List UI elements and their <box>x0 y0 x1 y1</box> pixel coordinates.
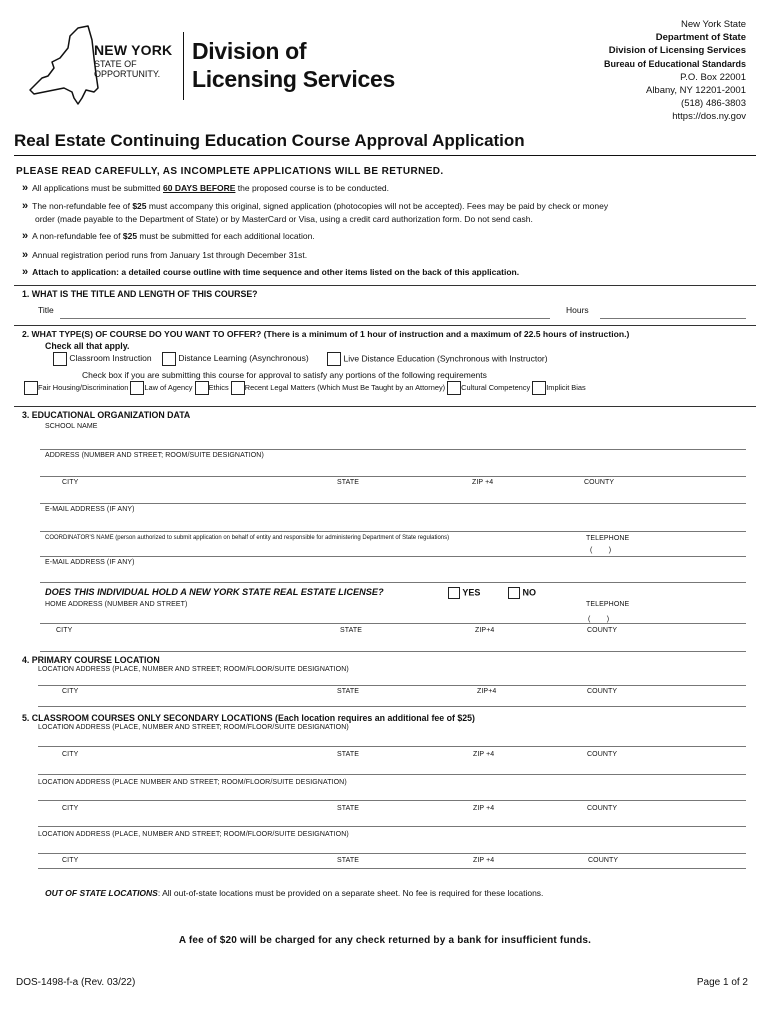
s4-state-label: STATE <box>337 688 360 695</box>
implicit-bias-label: Implicit Bias <box>546 382 586 392</box>
s5-city1-label: CITY <box>62 751 79 758</box>
s3-school-name-label: SCHOOL NAME <box>45 423 98 430</box>
s4-city-field[interactable] <box>38 706 746 707</box>
addr-website: https://dos.ny.gov <box>672 111 746 123</box>
s4-city-label: CITY <box>62 688 79 695</box>
s5-county2-label: COUNTY <box>587 805 618 812</box>
s5-location3-label: LOCATION ADDRESS (PLACE, NUMBER AND STREET; ROOM/FLOOR/SUITE DESIGNATION) <box>38 831 349 838</box>
s3-email2-label: E-MAIL ADDRESS (IF ANY) <box>45 559 135 566</box>
s3-email2-field[interactable] <box>40 582 746 583</box>
s5-location1-label: LOCATION ADDRESS (PLACE, NUMBER AND STREET; ROOM/FLOOR/SUITE DESIGNATION) <box>38 724 349 731</box>
s5-zip1-label: ZIP +4 <box>473 751 495 758</box>
form-id: DOS-1498-f-a (Rev. 03/22) <box>16 977 136 988</box>
s3-telephone-label: TELEPHONE <box>586 535 630 542</box>
s5-state1-label: STATE <box>337 751 360 758</box>
s4-zip-label: ZIP+4 <box>477 688 497 695</box>
live-distance-label: Live Distance Education (Synchronous with Instructor) <box>343 353 548 364</box>
page-number: Page 1 of 2 <box>696 977 748 988</box>
s3-email-label: E-MAIL ADDRESS (IF ANY) <box>45 506 135 513</box>
logo-state-of: STATE OF <box>94 59 137 69</box>
addr-city: Albany, NY 12201-2001 <box>645 85 746 97</box>
legal-matters-label: Recent Legal Matters (Which Must Be Taught by an Attorney) <box>244 382 446 392</box>
s3-address-field[interactable] <box>40 476 746 477</box>
s1-hours-field[interactable] <box>600 318 746 319</box>
s3-county-label: COUNTY <box>584 479 615 486</box>
classroom-label: Classroom Instruction <box>69 353 152 364</box>
logo-opportunity: OPPORTUNITY. <box>94 69 161 79</box>
s3-telephone2-label: TELEPHONE <box>586 601 630 608</box>
fair-housing-label: Fair Housing/Discrimination <box>38 382 129 392</box>
s3-state2-label: STATE <box>340 627 363 634</box>
s2-heading: 2. WHAT TYPE(S) OF COURSE DO YOU WANT TO OFFER? (There is a minimum of 1 hour of instruction and a maximum of 22.5 hours of instruction.) <box>22 329 630 339</box>
cultural-competency-label: Cultural Competency <box>461 382 531 392</box>
s3-home-address-label: HOME ADDRESS (NUMBER AND STREET) <box>45 601 188 608</box>
s2-course-type-row <box>53 352 548 366</box>
addr-division: Division of Licensing Services <box>608 45 746 57</box>
s3-city2-field[interactable] <box>40 651 746 652</box>
s5-zip2-label: ZIP +4 <box>473 805 495 812</box>
s5-county3-label: COUNTY <box>588 857 619 864</box>
implicit-bias-checkbox[interactable] <box>532 381 546 395</box>
s5-state3-label: STATE <box>337 857 360 864</box>
s2-check-note: Check box if you are submitting this course for approval to satisfy any portions of the following requirements <box>82 370 487 380</box>
license-yes-checkbox[interactable] <box>448 587 460 599</box>
s5-heading: 5. CLASSROOM COURSES ONLY SECONDARY LOCATIONS (Each location requires an additional fee of $25) <box>22 713 475 723</box>
bullet-location-fee: » A non-refundable fee of $25 must be submitted for each additional location. <box>22 230 315 242</box>
s2-requirements-row <box>24 381 586 395</box>
s5-location3-field[interactable] <box>38 853 746 854</box>
s3-zip2-label: ZIP+4 <box>475 627 495 634</box>
s1-heading: 1. WHAT IS THE TITLE AND LENGTH OF THIS COURSE? <box>22 289 258 299</box>
s3-state-label: STATE <box>337 479 360 486</box>
distance-learning-checkbox[interactable] <box>162 352 176 366</box>
page-title: Real Estate Continuing Education Course Approval Application <box>14 131 525 150</box>
live-distance-checkbox[interactable] <box>327 352 341 366</box>
s1-title-label: Title <box>38 305 54 315</box>
s5-state2-label: STATE <box>337 805 360 812</box>
s5-location2-label: LOCATION ADDRESS (PLACE NUMBER AND STREET; ROOM/FLOOR/SUITE DESIGNATION) <box>38 779 347 786</box>
law-of-agency-checkbox[interactable] <box>130 381 144 395</box>
fair-housing-checkbox[interactable] <box>24 381 38 395</box>
s3-license-question: DOES THIS INDIVIDUAL HOLD A NEW YORK STATE REAL ESTATE LICENSE? <box>45 587 384 597</box>
s1-rule <box>14 285 756 286</box>
law-of-agency-label: Law of Agency <box>144 382 193 392</box>
license-yes-label: YES <box>462 587 481 598</box>
cultural-competency-checkbox[interactable] <box>447 381 461 395</box>
nys-logo <box>24 18 404 108</box>
s3-phone2-area: ( ) <box>588 616 610 623</box>
ethics-label: Ethics <box>208 382 229 392</box>
logo-division-line-2: Licensing Services <box>192 66 395 92</box>
s3-zip-label: ZIP +4 <box>472 479 494 486</box>
s3-coordinator-field[interactable] <box>40 556 746 557</box>
s3-rule <box>14 406 756 407</box>
bullet-deadline: » All applications must be submitted 60 DAYS BEFORE the proposed course is to be conducted. <box>22 182 390 194</box>
logo-division-line-1: Division of <box>192 38 307 64</box>
s3-license-yes <box>448 587 480 599</box>
s5-location2-field[interactable] <box>38 800 746 801</box>
license-no-checkbox[interactable] <box>508 587 520 599</box>
s4-heading: 4. PRIMARY COURSE LOCATION <box>22 655 160 665</box>
logo-new-york: NEW YORK <box>94 42 173 58</box>
returned-check-fee-note: A fee of $20 will be charged for any check returned by a bank for insufficient funds. <box>178 935 592 946</box>
s3-address-label: ADDRESS (NUMBER AND STREET; ROOM/SUITE DESIGNATION) <box>45 452 264 459</box>
s1-title-field[interactable] <box>60 318 550 319</box>
addr-bureau: Bureau of Educational Standards <box>603 58 746 69</box>
s3-email-field[interactable] <box>40 531 746 532</box>
license-no-label: NO <box>522 587 537 598</box>
s2-check-all: Check all that apply. <box>45 341 130 351</box>
s2-rule <box>14 325 756 326</box>
s5-zip3-label: ZIP +4 <box>473 857 495 864</box>
s3-license-no <box>508 587 536 599</box>
distance-learning-label: Distance Learning (Asynchronous) <box>178 353 309 364</box>
s3-county2-label: COUNTY <box>587 627 618 634</box>
s3-school-name-field[interactable] <box>40 449 746 450</box>
s3-city2-label: CITY <box>56 627 73 634</box>
s5-city1-field[interactable] <box>38 774 746 775</box>
warning-text: PLEASE READ CAREFULLY, AS INCOMPLETE APPLICATIONS WILL BE RETURNED. <box>16 166 444 177</box>
s3-city-field[interactable] <box>40 503 746 504</box>
s5-city3-label: CITY <box>62 857 79 864</box>
bullet-attachment: » Attach to application: a detailed course outline with time sequence and other items listed on the back of this application. <box>22 266 520 278</box>
ny-state-map-icon <box>24 18 104 108</box>
s5-county1-label: COUNTY <box>587 751 618 758</box>
s5-city2-label: CITY <box>62 805 79 812</box>
bullet-registration-period: » Annual registration period runs from January 1st through December 31st. <box>22 249 308 261</box>
s3-phone-area: ( ) <box>590 547 612 554</box>
s4-location-label: LOCATION ADDRESS (PLACE, NUMBER AND STREET; ROOM/FLOOR/SUITE DESIGNATION) <box>38 666 349 673</box>
bullet-fee: » The non-refundable fee of $25 must accompany this original, signed application (photocopies will not be accepted). Fees may be paid by check or money order (made payable to the Department of State) or by MasterCard or Visa, using a credit card authorization form. Do not send cash. <box>22 200 609 224</box>
addr-phone: (518) 486-3803 <box>681 98 746 110</box>
s5-out-of-state-note: OUT OF STATE LOCATIONS: All out-of-state locations must be provided on a separate sheet. No fee is required for these locations. <box>45 888 544 898</box>
addr-po-box: P.O. Box 22001 <box>680 71 746 83</box>
s3-heading: 3. EDUCATIONAL ORGANIZATION DATA <box>22 410 191 420</box>
addr-state: New York State <box>681 19 746 30</box>
s3-home-address-field[interactable] <box>40 623 746 624</box>
legal-matters-checkbox[interactable] <box>231 381 245 395</box>
s3-city-label: CITY <box>62 479 79 486</box>
s4-location-field[interactable] <box>38 685 746 686</box>
s4-county-label: COUNTY <box>587 688 618 695</box>
title-underline <box>14 155 756 156</box>
s3-coordinator-label: COORDINATOR'S NAME (person authorized to submit application on behalf of entity and responsible for administering Department of State regulations) <box>45 535 450 541</box>
agency-address <box>604 18 746 124</box>
s5-city3-field[interactable] <box>38 868 746 869</box>
s5-city2-field[interactable] <box>38 826 746 827</box>
s1-hours-label: Hours <box>566 305 589 315</box>
logo-divider <box>183 32 184 100</box>
ethics-checkbox[interactable] <box>195 381 209 395</box>
s5-location1-field[interactable] <box>38 746 746 747</box>
classroom-checkbox[interactable] <box>53 352 67 366</box>
addr-department: Department of State <box>655 32 746 44</box>
